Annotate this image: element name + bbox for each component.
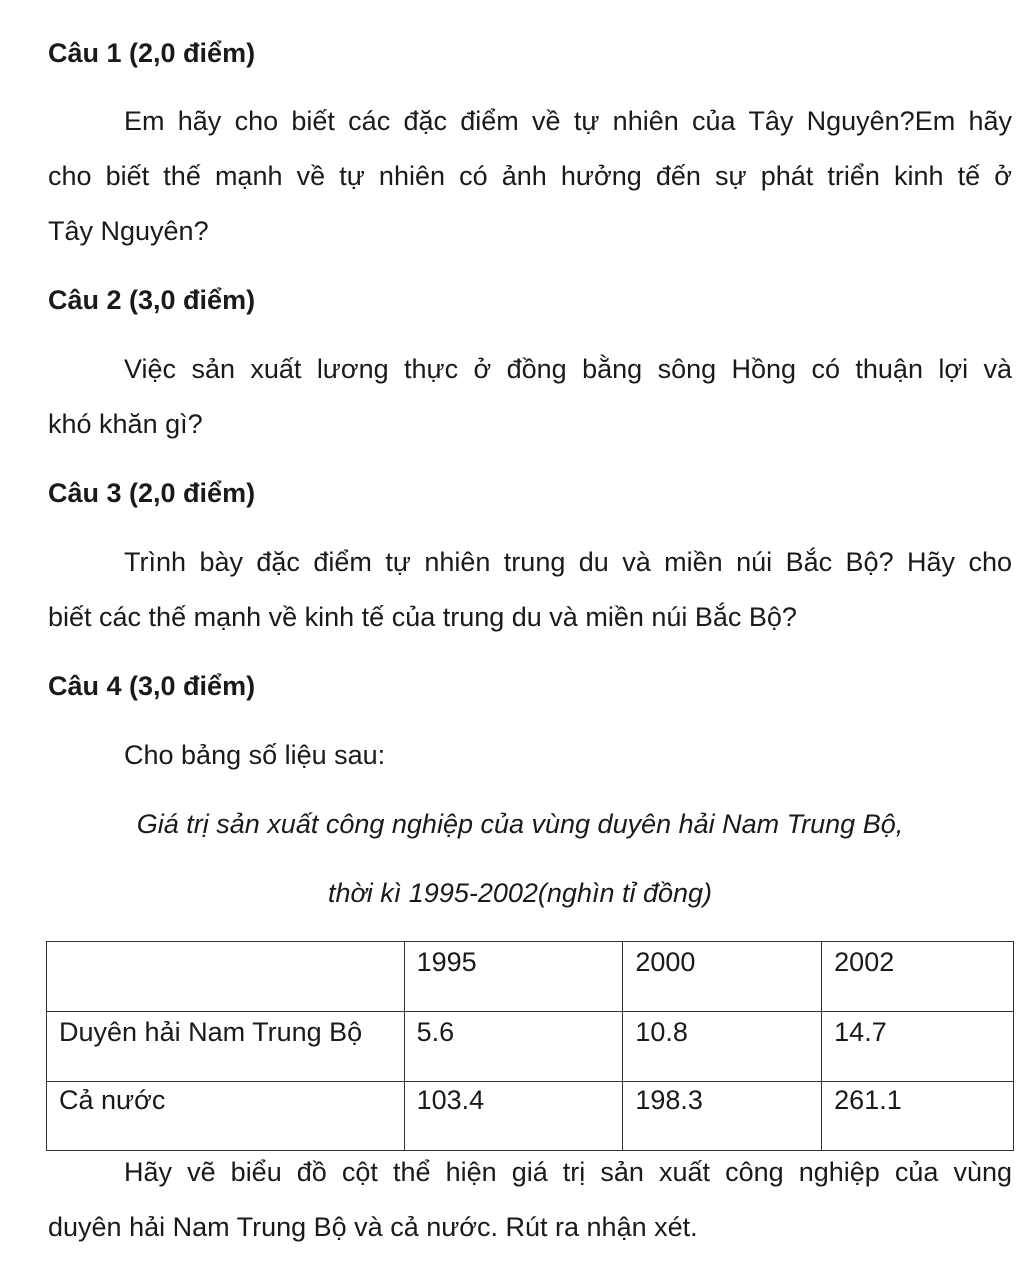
table-cell: 103.4 (404, 1082, 623, 1151)
question-3-heading: Câu 3 (2,0 điểm) (48, 478, 256, 508)
question-4-task-line-2: duyên hải Nam Trung Bộ và cả nước. Rút ra nhận xét. (48, 1212, 698, 1242)
table-cell: Duyên hải Nam Trung Bộ (47, 1012, 405, 1082)
question-3-text-line-2: biết các thế mạnh về kinh tế của trung du và miền núi Bắc Bộ? (48, 602, 797, 632)
question-3-text-line-1: Trình bày đặc điểm tự nhiên trung du và miền núi Bắc Bộ? Hãy cho (124, 547, 1012, 577)
table-title-line-2: thời kì 1995-2002(nghìn tỉ đồng) (327, 878, 713, 908)
table-cell: 261.1 (822, 1082, 1014, 1151)
table-header-cell: 2000 (623, 942, 822, 1012)
table-cell: 10.8 (623, 1012, 822, 1082)
question-4-heading: Câu 4 (3,0 điểm) (48, 671, 256, 701)
question-1-text-line-2: cho biết thế mạnh về tự nhiên có ảnh hưởng đến sự phát triển kinh tế ở (48, 161, 1012, 191)
question-2-heading: Câu 2 (3,0 điểm) (48, 285, 256, 315)
question-1-heading: Câu 1 (2,0 điểm) (48, 38, 256, 68)
table-header-cell: 1995 (404, 942, 623, 1012)
question-2-text-line-2: khó khăn gì? (48, 409, 203, 439)
table-header-row (47, 942, 1014, 1012)
table-cell: 14.7 (822, 1012, 1014, 1082)
table-title-line-1: Giá trị sản xuất công nghiệp của vùng duyên hải Nam Trung Bộ, (136, 809, 904, 839)
question-1-text-line-1: Em hãy cho biết các đặc điểm về tự nhiên của Tây Nguyên?Em hãy (124, 106, 1012, 136)
table-row (47, 1082, 1014, 1151)
table-cell: 198.3 (623, 1082, 822, 1151)
question-1-text-line-3: Tây Nguyên? (48, 216, 209, 246)
question-4-intro: Cho bảng số liệu sau: (124, 740, 386, 770)
table-header-cell: 2002 (822, 942, 1014, 1012)
table-row (47, 1012, 1014, 1082)
question-4-task-line-1: Hãy vẽ biểu đồ cột thể hiện giá trị sản xuất công nghiệp của vùng (124, 1157, 1012, 1187)
question-2-text-line-1: Việc sản xuất lương thực ở đồng bằng sông Hồng có thuận lợi và (124, 354, 1012, 384)
table-cell: 5.6 (404, 1012, 623, 1082)
table-cell: Cả nước (47, 1082, 405, 1151)
table-header-cell (47, 942, 405, 1012)
data-table (46, 941, 1014, 1151)
